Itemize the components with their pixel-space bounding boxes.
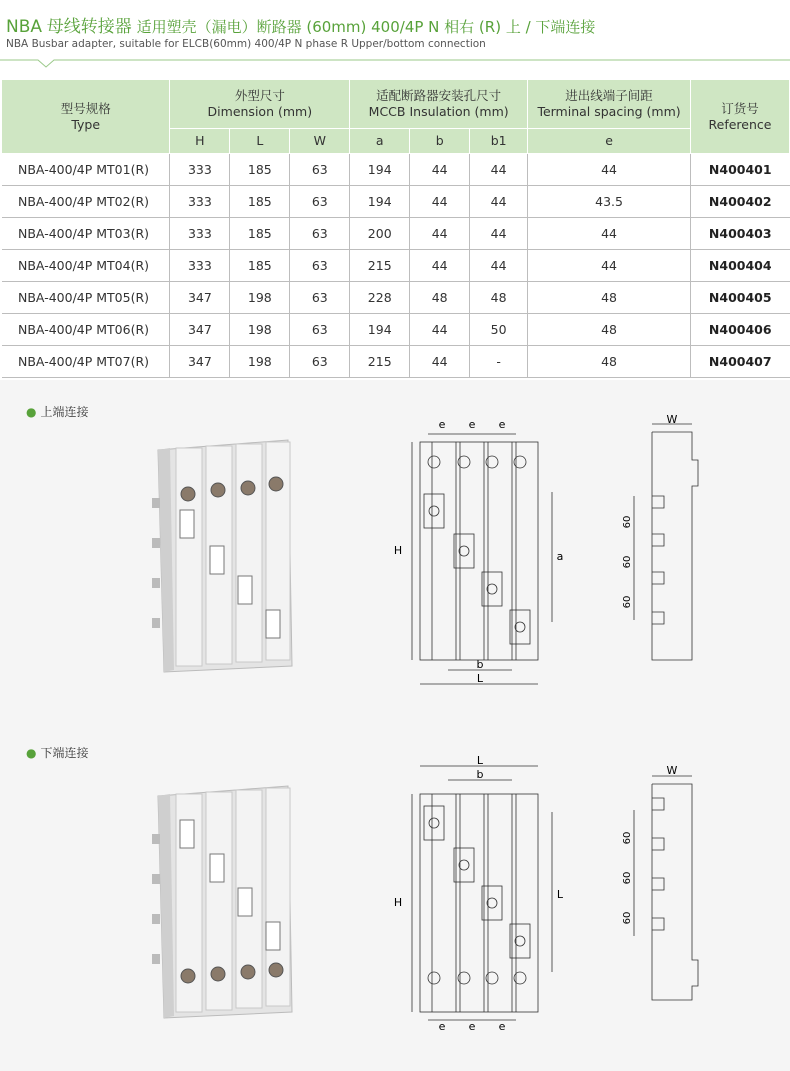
- table-cell: 44: [528, 250, 691, 282]
- table-row: [2, 250, 790, 282]
- table-cell: 198: [230, 314, 290, 346]
- table-cell: 44: [410, 314, 470, 346]
- upper-e2-label: e: [468, 418, 476, 431]
- page-title: [6, 12, 786, 37]
- bottom-side-l-label: L: [556, 888, 564, 901]
- upper-60-label-3: 60: [622, 595, 633, 609]
- bottom-60-label-2: 60: [622, 871, 633, 885]
- bottom-front-drawing: [388, 752, 568, 1034]
- page-subtitle: NBA Busbar adapter, suitable for ELCB(60mm) 400/4P N phase R Upper/bottom connection: [6, 38, 486, 50]
- bottom-h-label: H: [393, 896, 403, 909]
- table-cell: 48: [470, 282, 528, 314]
- table-cell: 228: [350, 282, 410, 314]
- bottom-e2-label: e: [468, 1020, 476, 1033]
- table-cell: 198: [230, 282, 290, 314]
- table-cell: 215: [350, 250, 410, 282]
- th-sub-b1: b1: [470, 129, 528, 154]
- table-cell: 200: [350, 218, 410, 250]
- upper-e3-label: e: [498, 418, 506, 431]
- th-sub-w: W: [290, 129, 350, 154]
- table-cell: N400401: [690, 154, 789, 186]
- table-cell: 63: [290, 186, 350, 218]
- table-cell: NBA-400/4P MT01(R): [2, 154, 170, 186]
- table-cell: 48: [528, 346, 691, 378]
- upper-b-label: b: [476, 658, 484, 671]
- table-cell: N400405: [690, 282, 789, 314]
- bottom-side-drawing: [612, 760, 712, 1010]
- table-row: [2, 314, 790, 346]
- table-row: [2, 154, 790, 186]
- table-cell: 185: [230, 250, 290, 282]
- table-cell: 44: [410, 218, 470, 250]
- upper-product-illustration: [150, 438, 300, 676]
- upper-l-label: L: [476, 672, 484, 685]
- table-cell: 50: [470, 314, 528, 346]
- table-cell: N400404: [690, 250, 789, 282]
- section-bottom-label: ● 下端连接: [26, 746, 89, 760]
- table-cell: N400406: [690, 314, 789, 346]
- title-prefix: NBA: [6, 17, 43, 37]
- table-row: [2, 186, 790, 218]
- table-cell: 44: [410, 250, 470, 282]
- bottom-e3-label: e: [498, 1020, 506, 1033]
- table-cell: N400402: [690, 186, 789, 218]
- table-cell: NBA-400/4P MT05(R): [2, 282, 170, 314]
- th-dimension: 外型尺寸 Dimension (mm): [170, 80, 350, 129]
- table-cell: 63: [290, 218, 350, 250]
- table-cell: 63: [290, 282, 350, 314]
- table-cell: 48: [528, 314, 691, 346]
- table-cell: 48: [410, 282, 470, 314]
- table-cell: 44: [528, 154, 691, 186]
- table-cell: 44: [528, 218, 691, 250]
- upper-side-drawing: [612, 412, 712, 662]
- th-sub-e: e: [528, 129, 691, 154]
- table-cell: 63: [290, 154, 350, 186]
- bottom-l-label: L: [476, 754, 484, 767]
- page-header: [6, 12, 786, 50]
- table-cell: 333: [170, 218, 230, 250]
- th-sub-b: b: [410, 129, 470, 154]
- table-cell: N400407: [690, 346, 789, 378]
- table-cell: 347: [170, 282, 230, 314]
- table-cell: 215: [350, 346, 410, 378]
- table-cell: 198: [230, 346, 290, 378]
- table-cell: 185: [230, 186, 290, 218]
- table-cell: 44: [470, 186, 528, 218]
- upper-60-label-2: 60: [622, 555, 633, 569]
- title-cn: 母线转接器: [46, 17, 132, 37]
- table-cell: 63: [290, 250, 350, 282]
- upper-w-label: W: [666, 413, 678, 426]
- table-cell: 48: [528, 282, 691, 314]
- table-cell: 44: [410, 154, 470, 186]
- table-cell: 347: [170, 346, 230, 378]
- table-cell: 194: [350, 186, 410, 218]
- upper-60-label-1: 60: [622, 515, 633, 529]
- title-desc: 适用塑壳（漏电）断路器 (60mm) 400/4P N 相右 (R) 上 / 下端连接: [136, 18, 596, 36]
- th-mccb: 适配断路器安装孔尺寸 MCCB Insulation (mm): [350, 80, 528, 129]
- table-cell: 44: [410, 186, 470, 218]
- bottom-w-label: W: [666, 764, 678, 777]
- table-cell: NBA-400/4P MT04(R): [2, 250, 170, 282]
- upper-front-drawing: [388, 412, 568, 692]
- table-cell: NBA-400/4P MT03(R): [2, 218, 170, 250]
- table-cell: 44: [470, 218, 528, 250]
- table-cell: 44: [410, 346, 470, 378]
- table-cell: 44: [470, 250, 528, 282]
- bottom-product-illustration: [150, 784, 300, 1022]
- header-divider: [0, 58, 790, 72]
- table-cell: NBA-400/4P MT07(R): [2, 346, 170, 378]
- th-sub-l: L: [230, 129, 290, 154]
- table-row: [2, 346, 790, 378]
- table-cell: 63: [290, 346, 350, 378]
- th-reference: 订货号 Reference: [690, 80, 789, 154]
- table-cell: 333: [170, 250, 230, 282]
- table-cell: 347: [170, 314, 230, 346]
- table-cell: 333: [170, 186, 230, 218]
- upper-a-label: a: [556, 550, 564, 563]
- table-cell: N400403: [690, 218, 789, 250]
- table-cell: 194: [350, 314, 410, 346]
- table-row: [2, 218, 790, 250]
- table-row: [2, 282, 790, 314]
- bottom-60-label-3: 60: [622, 911, 633, 925]
- table-cell: 44: [470, 154, 528, 186]
- table-cell: NBA-400/4P MT02(R): [2, 186, 170, 218]
- table-cell: 185: [230, 154, 290, 186]
- table-cell: 185: [230, 218, 290, 250]
- table-cell: 333: [170, 154, 230, 186]
- table-cell: -: [470, 346, 528, 378]
- table-cell: 43.5: [528, 186, 691, 218]
- bottom-b-label: b: [476, 768, 484, 781]
- table-cell: 63: [290, 314, 350, 346]
- upper-e1-label: e: [438, 418, 446, 431]
- section-upper-label: ● 上端连接: [26, 405, 89, 419]
- upper-h-label: H: [393, 544, 403, 557]
- th-sub-a: a: [350, 129, 410, 154]
- spec-table: [2, 80, 790, 378]
- th-terminal: 进出线端子间距 Terminal spacing (mm): [528, 80, 691, 129]
- table-cell: NBA-400/4P MT06(R): [2, 314, 170, 346]
- table-cell: 194: [350, 154, 410, 186]
- th-type: 型号规格 Type: [2, 80, 170, 154]
- bottom-60-label-1: 60: [622, 831, 633, 845]
- bottom-e1-label: e: [438, 1020, 446, 1033]
- th-sub-h: H: [170, 129, 230, 154]
